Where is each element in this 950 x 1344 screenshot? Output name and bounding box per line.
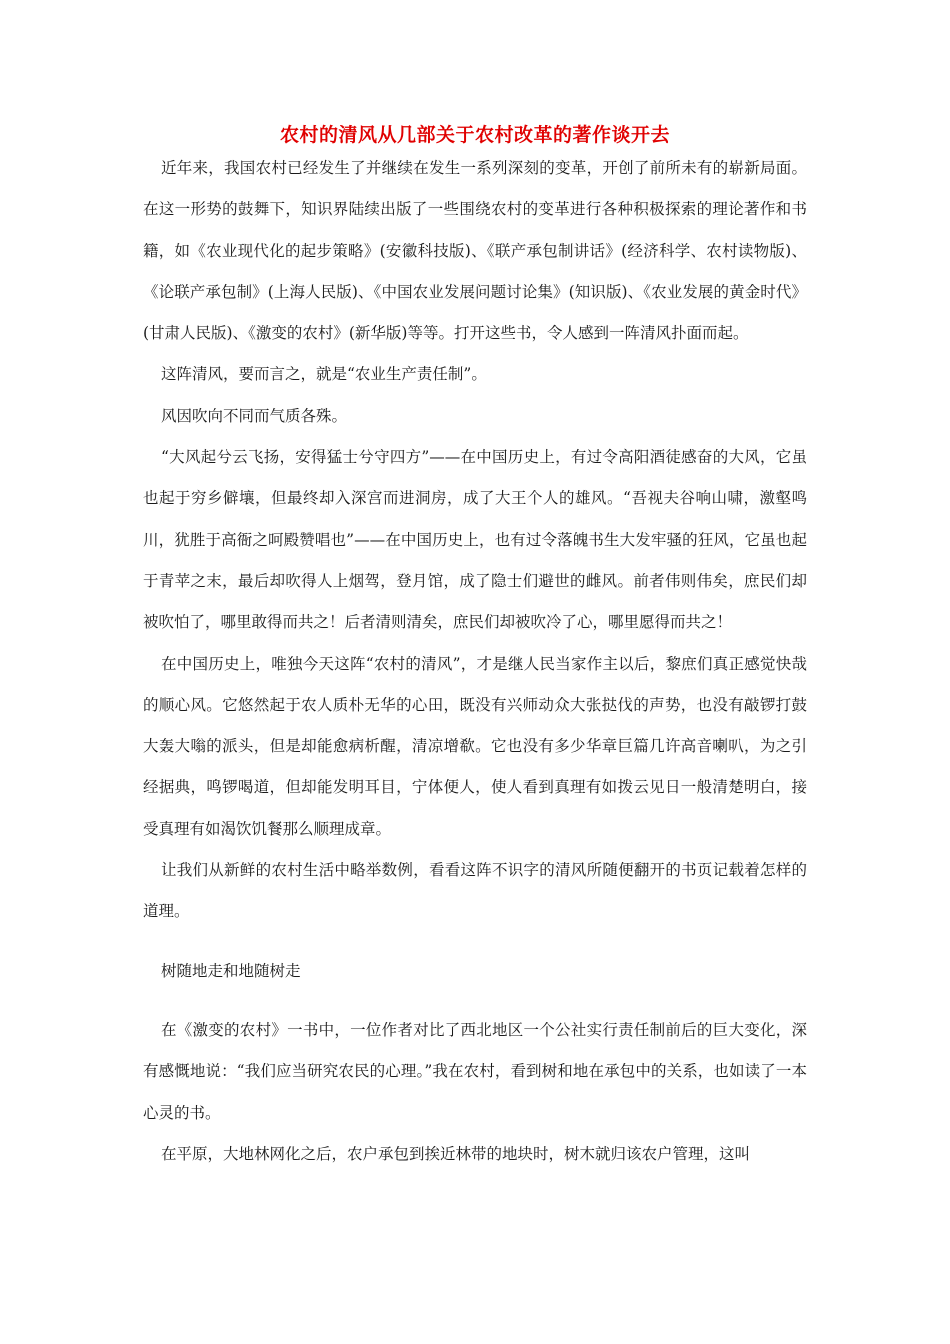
paragraph: 近年来，我国农村已经发生了并继续在发生一系列深刻的变革，开创了前所未有的崭新局面。在这一形势的鼓舞下，知识界陆续出版了一些围绕农村的变革进行各种积极探索的理论著作和书籍，如《农业现代化的起步策略》(安徽科技版)、《联产承包制讲话》(经济科学、农村读物版)、《论联产承包制》(上海人民版)、《中国农业发展问题讨论集》(知识版)、《农业发展的黄金时代》(甘肃人民版)、《激变的农村》(新华版)等等。打开这些书，令人感到一阵清风扑面而起。 — [143, 159, 807, 343]
section-subheading: 树随地走和地随树走 — [161, 961, 301, 980]
paragraph: 风因吹向不同而气质各殊。 — [161, 406, 348, 425]
paragraph: 在平原，大地林网化之后，农户承包到挨近林带的地块时，树木就归该农户管理，这叫 — [161, 1144, 751, 1163]
spacer — [143, 933, 807, 951]
document-title: 农村的清风从几部关于农村改革的著作谈开去 — [279, 124, 670, 146]
paragraph: 这阵清风，要而言之，就是“农业生产责任制”。 — [161, 365, 487, 384]
paragraph: “大风起兮云飞扬，安得猛士兮守四方”——在中国历史上，有过令高阳酒徒感奋的大风，它虽也起于穷乡僻壤，但最终却入深宫而进洞房，成了大王个人的雄风。“吾视夫谷响山啸，激壑鸣 川，犹胜于高衙之呵殿赞唱也”——在中国历史上，也有过令落魄书生大发牢骚的狂风，它虽也起于青苹之末，最后却吹得人上烟驾，登月馆，成了隐士们避世的雌风。前者伟则伟矣，庶民们却被吹怕了，哪里敢得而共之！后者清则清矣，庶民们却被吹冷了心，哪里愿得而共之！ — [143, 448, 807, 632]
paragraph: 让我们从新鲜的农村生活中略举数例，看看这阵不识字的清风所随便翻开的书页记载着怎样的道理。 — [143, 861, 807, 921]
paragraph: 在中国历史上，唯独今天这阵“农村的清风”，才是继人民当家作主以后，黎庶们真正感觉快哉的顺心风。它悠然起于农人质朴无华的心田，既没有兴师动众大张挞伐的声势，也没有敲锣打鼓大轰大嗡的派头，但是却能愈病析醒，清凉增欷。它也没有多少华章巨篇几许高音喇叭，为之引经据典，鸣锣喝道，但却能发明耳目，宁体便人，使人看到真理有如拨云见日一般清楚明白，接受真理有如渴饮饥餐那么顺理成章。 — [143, 654, 807, 838]
document-body — [143, 148, 807, 1175]
paragraph: 在《激变的农村》一书中，一位作者对比了西北地区一个公社实行责任制前后的巨大变化，深有感慨地说：“我们应当研究农民的心理。”我在农村，看到树和地在承包中的关系，也如读了一本心灵的书。 — [143, 1020, 807, 1122]
spacer — [143, 992, 807, 1010]
